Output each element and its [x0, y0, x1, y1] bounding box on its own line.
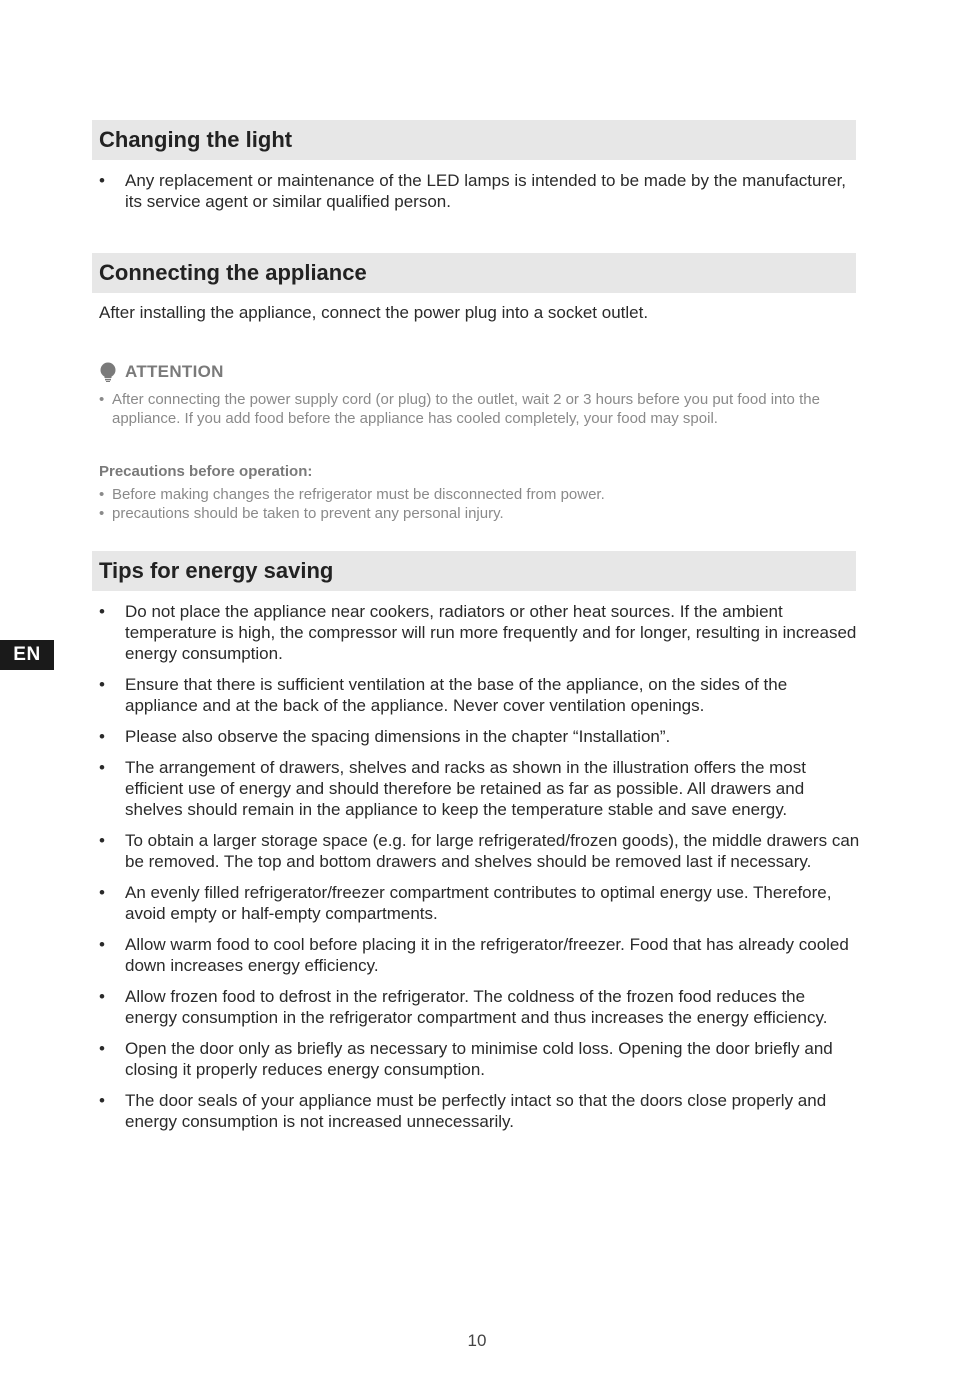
- bullet-marker: •: [99, 171, 105, 190]
- bullet-marker: •: [99, 486, 105, 503]
- list-item: • The door seals of your appliance must be perfectly intact so that the doors close properly and energy consumption is not increased unnecessarily.: [99, 1091, 827, 1131]
- language-tab: EN: [0, 640, 54, 670]
- bullet-marker: •: [99, 883, 105, 902]
- bullet-marker: •: [99, 987, 105, 1006]
- list-item: • Allow frozen food to defrost in the refrigerator. The coldness of the frozen food reduces the energy consumption in the refrigerator compartment and thus increases the energy efficiency.: [99, 987, 828, 1027]
- bullet-marker: •: [99, 505, 105, 522]
- precautions-list: [99, 485, 861, 523]
- bullet-marker: •: [99, 602, 105, 621]
- list-item: • Open the door only as briefly as necessary to minimise cold loss. Opening the door briefly and closing it properly reduces energy consumption.: [99, 1039, 833, 1079]
- bullet-marker: •: [99, 1091, 105, 1110]
- precautions-title: Precautions before operation:: [99, 463, 313, 480]
- connecting-text: After installing the appliance, connect the power plug into a socket outlet.: [99, 303, 649, 322]
- bullet-marker: •: [99, 1039, 105, 1058]
- light-bullet-list: [99, 170, 861, 222]
- list-item: • After connecting the power supply cord (or plug) to the outlet, wait 2 or 3 hours before you put food into the appliance. If you add food before the appliance has cooled completely, your food may spoil.: [99, 391, 820, 427]
- section-title-changing-light: Changing the light: [92, 120, 856, 160]
- list-item: • Allow warm food to cool before placing it in the refrigerator/freezer. Food that has already cooled down increases energy efficiency.: [99, 935, 849, 975]
- bullet-marker: •: [99, 727, 105, 746]
- list-item: • Any replacement or maintenance of the LED lamps is intended to be made by the manufacturer, its service agent or similar qualified person.: [99, 171, 847, 211]
- lightbulb-icon: [99, 362, 117, 382]
- attention-heading: [99, 361, 224, 383]
- bullet-marker: •: [99, 935, 105, 954]
- attention-notes: [99, 390, 861, 428]
- list-item: • Do not place the appliance near cookers, radiators or other heat sources. If the ambient temperature is high, the compressor will run more frequently and for longer, resulting in increased energy consumption.: [99, 602, 857, 663]
- list-item: • Before making changes the refrigerator must be disconnected from power.: [99, 486, 605, 503]
- section-title-energy-saving: Tips for energy saving: [92, 551, 856, 591]
- list-item: • An evenly filled refrigerator/freezer compartment contributes to optimal energy use. Therefore, avoid empty or half-empty compartments.: [99, 883, 832, 923]
- bullet-marker: •: [99, 758, 105, 777]
- bullet-marker: •: [99, 391, 105, 408]
- bullet-marker: •: [99, 675, 105, 694]
- section-title-connecting-appliance: Connecting the appliance: [92, 253, 856, 293]
- list-item: • precautions should be taken to prevent any personal injury.: [99, 505, 504, 522]
- attention-label: ATTENTION: [125, 362, 224, 381]
- list-item: • Ensure that there is sufficient ventilation at the base of the appliance, on the sides of the appliance and at the back of the appliance. Never cover ventilation openings.: [99, 675, 788, 715]
- page-number: 10: [467, 1331, 487, 1350]
- energy-bullet-list: [99, 601, 861, 1142]
- bullet-marker: •: [99, 831, 105, 850]
- list-item: • To obtain a larger storage space (e.g. for large refrigerated/frozen goods), the middle drawers can be removed. The top and bottom drawers and shelves should be removed last if necessary.: [99, 831, 860, 871]
- list-item: • Please also observe the spacing dimensions in the chapter “Installation”.: [99, 727, 671, 746]
- list-item: • The arrangement of drawers, shelves and racks as shown in the illustration offers the most efficient use of energy and should therefore be retained as far as possible. All drawers and shelves should remain in the appliance to keep the temperature stable and save energy.: [99, 758, 806, 819]
